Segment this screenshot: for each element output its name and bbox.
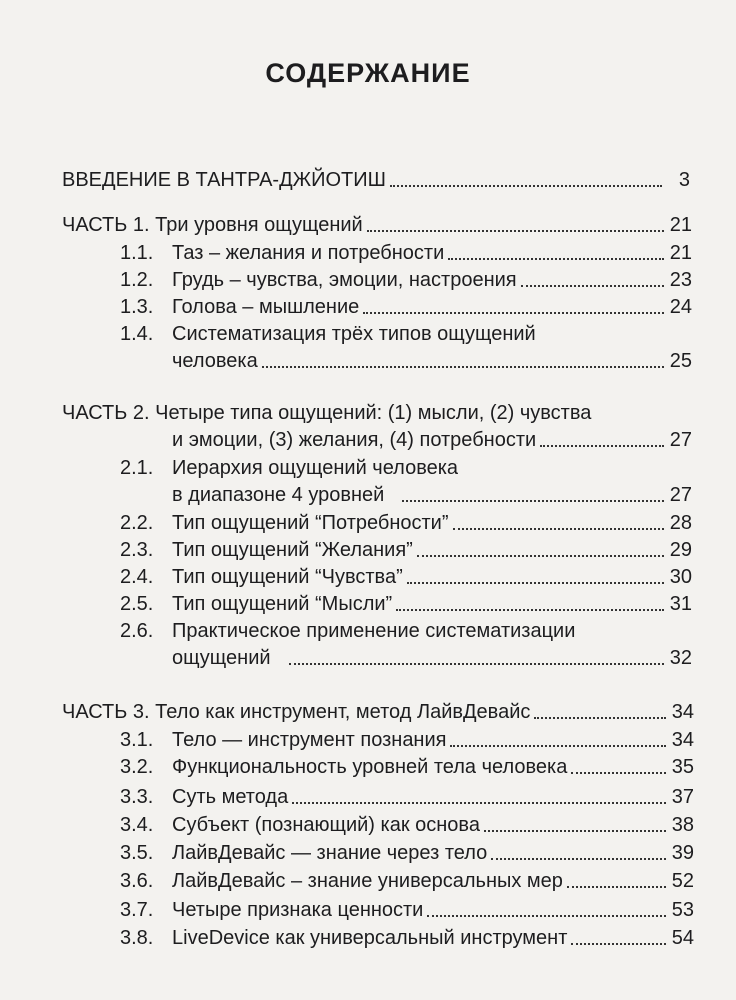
leader-dots <box>396 609 664 611</box>
entry-number: 3.8. <box>120 927 154 949</box>
leader-dots <box>417 555 664 557</box>
toc-entry <box>120 322 536 346</box>
page-number: 35 <box>671 756 694 778</box>
page-number: 28 <box>669 512 692 534</box>
toc-entry-text: и эмоции, (3) желания, (4) потребности <box>172 429 537 451</box>
toc-entry-text: ЧАСТЬ 1. Три уровня ощущений <box>62 214 363 236</box>
leader-dots <box>363 312 664 314</box>
toc-entry-text: ощущений <box>172 647 271 669</box>
page-number: 52 <box>671 870 694 892</box>
leader-dots <box>367 230 664 232</box>
toc-entry <box>120 869 694 893</box>
entry-number: 3.3. <box>120 786 154 808</box>
toc-entry <box>120 755 694 779</box>
leader-dots <box>390 185 662 187</box>
page-number: 29 <box>669 539 692 561</box>
entry-number: 3.6. <box>120 870 154 892</box>
entry-number: 1.2. <box>120 269 154 291</box>
page-number: 21 <box>669 242 692 264</box>
page-number: 37 <box>671 786 694 808</box>
page-number: 34 <box>671 729 694 751</box>
entry-number: 1.1. <box>120 242 154 264</box>
entry-number: 3.7. <box>120 899 154 921</box>
toc-entry <box>120 538 692 562</box>
page-number: 24 <box>669 296 692 318</box>
toc-entry-continuation <box>172 483 692 507</box>
toc-entry-text: Суть метода <box>172 786 289 808</box>
leader-dots <box>571 772 666 774</box>
toc-part-2-heading-continuation <box>172 428 692 452</box>
toc-entry-text: Таз – желания и потребности <box>172 242 445 264</box>
toc-entry <box>120 841 694 865</box>
page-number: 54 <box>671 927 694 949</box>
toc-entry <box>120 728 694 752</box>
entry-number: 1.4. <box>120 323 154 345</box>
toc-entry-text: ВВЕДЕНИЕ В ТАНТРА-ДЖЙОТИШ <box>62 169 386 191</box>
toc-part-2-heading: ЧАСТЬ 2. Четыре типа ощущений: (1) мысли, (2) чувства <box>62 402 592 424</box>
entry-number: 1.3. <box>120 296 154 318</box>
page-number: 27 <box>669 484 692 506</box>
toc-entry-text: ЛайвДевайс – знание универсальных мер <box>172 870 563 892</box>
toc-entry <box>120 456 458 480</box>
toc-entry <box>120 511 692 535</box>
leader-dots <box>427 915 666 917</box>
toc-entry <box>120 619 575 643</box>
toc-entry-text: Иерархия ощущений человека <box>172 457 459 479</box>
page-number: 39 <box>671 842 694 864</box>
entry-number: 2.1. <box>120 457 154 479</box>
toc-entry-text: ЛайвДевайс — знание через тело <box>172 842 488 864</box>
toc-entry-text: Четыре признака ценности <box>172 899 424 921</box>
leader-dots <box>534 717 666 719</box>
toc-entry-text: Практическое применение систематизации <box>172 620 576 642</box>
toc-entry-continuation <box>172 349 692 373</box>
toc-entry-text: Тело — инструмент познания <box>172 729 447 751</box>
leader-dots <box>521 285 664 287</box>
page-number: 38 <box>671 814 694 836</box>
toc-part-1-heading <box>62 213 692 237</box>
toc-entry <box>120 592 692 616</box>
entry-number: 3.1. <box>120 729 154 751</box>
entry-number: 2.3. <box>120 539 154 561</box>
page-number: 21 <box>669 214 692 236</box>
leader-dots <box>453 528 664 530</box>
entry-number: 2.6. <box>120 620 154 642</box>
entry-number: 2.4. <box>120 566 154 588</box>
entry-number: 3.5. <box>120 842 154 864</box>
entry-number: 2.5. <box>120 593 154 615</box>
leader-dots <box>262 366 664 368</box>
toc-entry <box>120 785 694 809</box>
page-number: 25 <box>669 350 692 372</box>
entry-number: 3.4. <box>120 814 154 836</box>
toc-entry <box>120 926 694 950</box>
leader-dots <box>450 745 666 747</box>
page-number: 30 <box>669 566 692 588</box>
toc-entry-text: Субъект (познающий) как основа <box>172 814 480 836</box>
toc-entry <box>120 565 692 589</box>
toc-entry-text: Грудь – чувства, эмоции, настроения <box>172 269 517 291</box>
page-number: 53 <box>671 899 694 921</box>
toc-entry-text: в диапазоне 4 уровней <box>172 484 385 506</box>
leader-dots <box>540 445 664 447</box>
page-number: 23 <box>669 269 692 291</box>
page-number: 34 <box>671 701 694 723</box>
toc-entry <box>120 898 694 922</box>
leader-dots <box>292 802 666 804</box>
toc-entry-text: Тип ощущений “Чувства” <box>172 566 403 588</box>
leader-dots <box>571 943 666 945</box>
leader-dots <box>402 500 664 502</box>
toc-entry-text: человека <box>172 350 258 372</box>
toc-entry-text: Тип ощущений “Желания” <box>172 539 413 561</box>
leader-dots <box>484 830 666 832</box>
toc-entry-text: Систематизация трёх типов ощущений <box>172 323 536 345</box>
leader-dots <box>567 886 666 888</box>
leader-dots <box>407 582 664 584</box>
toc-entry-continuation <box>172 646 692 670</box>
toc-entry-text: Тип ощущений “Потребности” <box>172 512 449 534</box>
toc-entry-text: LiveDevice как универсальный инструмент <box>172 927 568 949</box>
toc-entry-text: Голова – мышление <box>172 296 360 318</box>
toc-entry-text: ЧАСТЬ 3. Тело как инструмент, метод ЛайвДевайс <box>62 701 531 723</box>
entry-number: 2.2. <box>120 512 154 534</box>
toc-entry-text: Тип ощущений “Мысли” <box>172 593 393 615</box>
page-number: 32 <box>669 647 692 669</box>
leader-dots <box>289 663 664 665</box>
toc-entry-text: Функциональность уровней тела человека <box>172 756 568 778</box>
leader-dots <box>448 258 664 260</box>
toc-entry <box>120 241 692 265</box>
toc-entry <box>120 268 692 292</box>
page-number: 31 <box>669 593 692 615</box>
toc-entry <box>120 295 692 319</box>
page-number: 27 <box>669 429 692 451</box>
toc-entry-intro <box>62 168 690 192</box>
page-title: СОДЕРЖАНИЕ <box>265 58 471 88</box>
leader-dots <box>491 858 666 860</box>
toc-entry <box>120 813 694 837</box>
entry-number: 3.2. <box>120 756 154 778</box>
page-number: 3 <box>678 169 690 191</box>
toc-part-3-heading <box>62 700 694 724</box>
